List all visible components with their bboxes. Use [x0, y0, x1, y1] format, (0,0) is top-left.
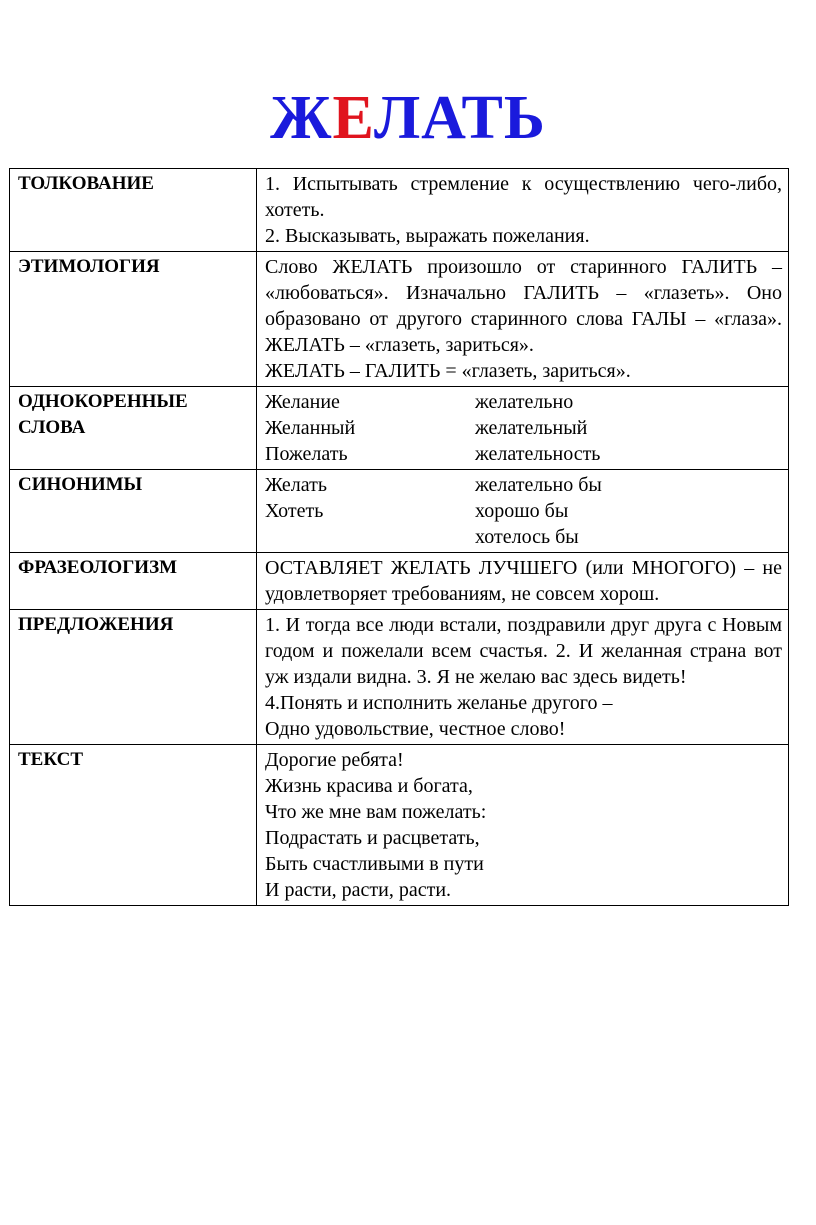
row-etymology	[10, 252, 789, 387]
poem-line: Что же мне вам пожелать:	[265, 801, 487, 823]
label-cognates: ОДНОКОРЕННЫЕ СЛОВА	[10, 387, 257, 470]
synonym-word: Хотеть	[265, 500, 324, 522]
content-sentences	[257, 610, 789, 745]
content-interpretation	[257, 169, 789, 252]
content-text	[257, 745, 789, 906]
content-cognates	[257, 387, 789, 470]
cognates-column-1	[265, 389, 475, 467]
etymology-text: Слово ЖЕЛАТЬ произошло от старинного ГАЛИТЬ – «любоваться». Изначально ГАЛИТЬ – «глазеть». Оно образовано от другого старинного слова ГАЛЫ – «глаза». ЖЕЛАТЬ – «глазеть, зариться».	[265, 256, 782, 356]
etymology-last-line: ЖЕЛАТЬ – ГАЛИТЬ = «глазеть, зариться».	[265, 360, 631, 382]
row-sentences	[10, 610, 789, 745]
interpretation-line-2: 2. Высказывать, выражать пожелания.	[265, 225, 590, 247]
synonyms-column-1	[265, 472, 475, 550]
sentences-text: 1. И тогда все люди встали, поздравили друг друга с Новым годом и пожелали всем счастья. 2. И желанная страна вот уж издали видна. 3. Я не желаю вас здесь видеть!	[265, 614, 782, 688]
sentences-line-3: Одно удовольствие, честное слово!	[265, 718, 566, 740]
label-phraseology: ФРАЗЕОЛОГИЗМ	[10, 553, 257, 610]
cognate-word: желательно	[475, 391, 574, 413]
poem-line: Жизнь красива и богата,	[265, 775, 473, 797]
label-sentences: ПРЕДЛОЖЕНИЯ	[10, 610, 257, 745]
label-synonyms: СИНОНИМЫ	[10, 470, 257, 553]
cognate-word: Пожелать	[265, 443, 348, 465]
synonym-word: хорошо бы	[475, 500, 569, 522]
page-title	[0, 78, 816, 158]
row-phraseology	[10, 553, 789, 610]
content-etymology	[257, 252, 789, 387]
sentences-line-2: 4.Понять и исполнить желанье другого –	[265, 692, 613, 714]
synonym-word: хотелось бы	[475, 526, 579, 548]
content-phraseology: ОСТАВЛЯЕТ ЖЕЛАТЬ ЛУЧШЕГО (или МНОГОГО) – не удовлетворяет требованиям, не совсем хорош.	[257, 553, 789, 610]
label-text: ТЕКСТ	[10, 745, 257, 906]
poem-line: Подрастать и расцветать,	[265, 827, 480, 849]
title-part-3: ЛАТЬ	[373, 84, 546, 152]
cognates-column-2	[475, 389, 782, 467]
word-card-table	[9, 168, 789, 906]
title-highlight-letter: Е	[332, 84, 374, 152]
row-cognates	[10, 387, 789, 470]
synonyms-column-2	[475, 472, 782, 550]
synonym-word: Желать	[265, 474, 327, 496]
interpretation-line-1: 1. Испытывать стремление к осуществлению чего-либо, хотеть.	[265, 173, 782, 221]
cognate-word: Желание	[265, 391, 340, 413]
row-synonyms	[10, 470, 789, 553]
poem-line: Быть счастливыми в пути	[265, 853, 484, 875]
poem-line: Дорогие ребята!	[265, 749, 404, 771]
content-synonyms	[257, 470, 789, 553]
row-interpretation	[10, 169, 789, 252]
row-text	[10, 745, 789, 906]
synonym-word: желательно бы	[475, 474, 602, 496]
cognate-word: желательный	[475, 417, 588, 439]
poem-line: И расти, расти, расти.	[265, 879, 452, 901]
label-etymology: ЭТИМОЛОГИЯ	[10, 252, 257, 387]
label-interpretation: ТОЛКОВАНИЕ	[10, 169, 257, 252]
title-part-1: Ж	[270, 84, 333, 152]
cognate-word: Желанный	[265, 417, 356, 439]
cognate-word: желательность	[475, 443, 601, 465]
